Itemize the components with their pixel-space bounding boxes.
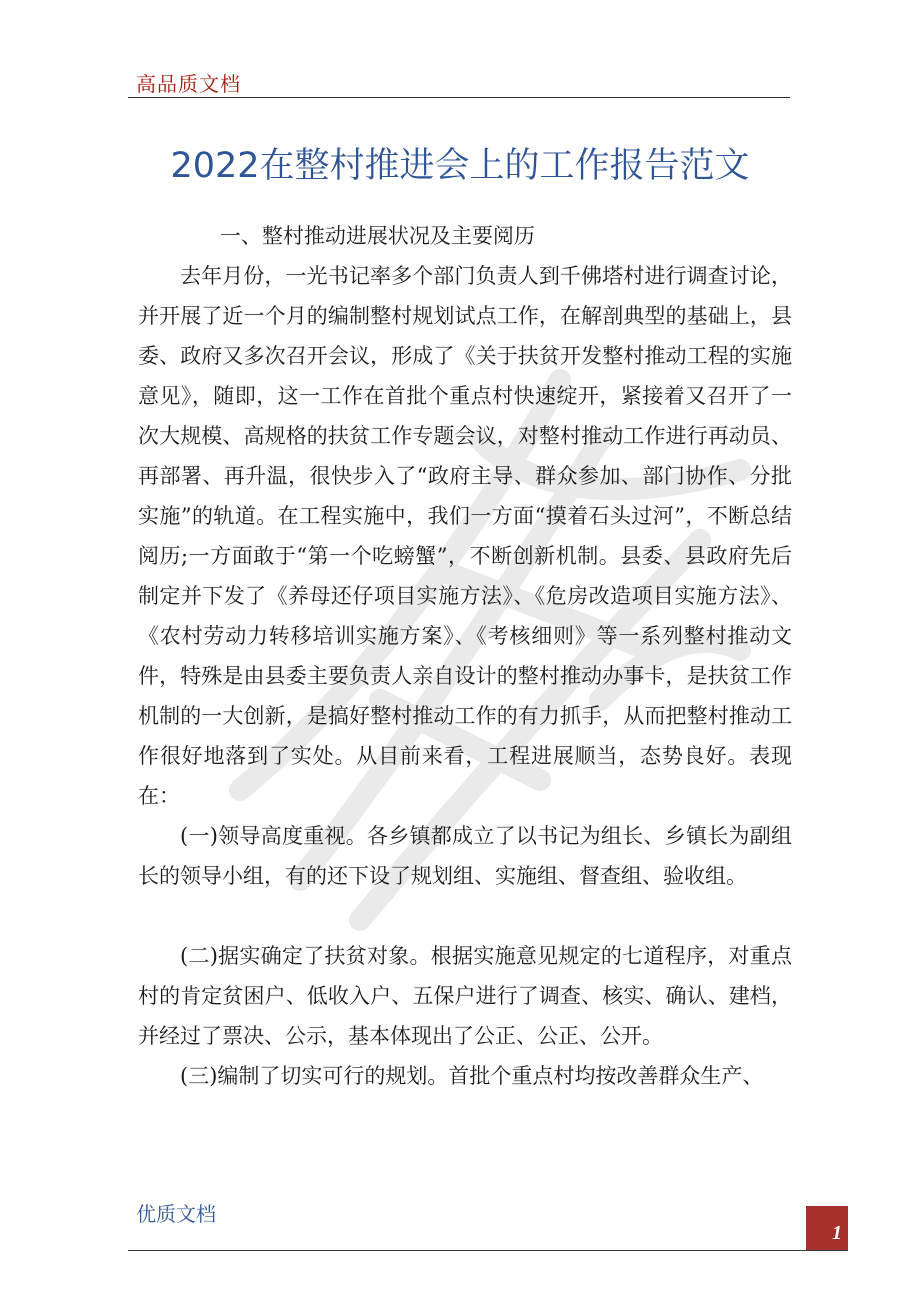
header-divider <box>128 97 790 98</box>
paragraph: (一)领导高度重视。各乡镇都成立了以书记为组长、乡镇长为副组长的领导小组，有的还下设了规划组、实施组、督查组、验收组。 <box>138 824 792 888</box>
document-title: 2022在整村推进会上的工作报告范文 <box>170 146 750 186</box>
paragraph: (三)编制了切实可行的规划。首批个重点村均按改善群众生产、 <box>180 1064 764 1088</box>
paragraph: (二)据实确定了扶贫对象。根据实施意见规定的七道程序，对重点村的肯定贫困户、低收入户、五保户进行了调查、核实、确认、建档，并经过了票决、公示，基本体现出了公正、公正、公开。 <box>138 944 792 1048</box>
footer-divider <box>128 1250 848 1251</box>
section-heading: 一、整村推动进展状况及主要阅历 <box>219 224 535 248</box>
paragraph: 去年月份，一光书记率多个部门负责人到千佛塔村进行调查讨论，并开展了近一个月的编制整村规划试点工作，在解剖典型的基础上，县委、政府又多次召开会议，形成了《关于扶贫开发整村推动工程的实施意见》，随即，这一工作在首批个重点村快速绽开，紧接着又召开了一次大规模、高规格的扶贫工作专题会议，对整村推动工作进行再动员、再部署、再升温，很快步入了“政府主导、群众参加、部门协作、分批实施”的轨道。在工程实施中，我们一方面“摸着石头过河”，不断总结阅历;一方面敢于“第一个吃螃蟹”，不断创新机制。县委、县政府先后制定并下发了《养母还仔项目实施方法》、《危房改造项目实施方法》、《农村劳动力转移培训实施方案》、《考核细则》等一系列整村推动文件，特殊是由县委主要负责人亲自设计的整村推动办事卡，是扶贫工作机制的一大创新，是搞好整村推动工作的有力抓手，从而把整村推动工作很好地落到了实处。从目前来看，工程进展顺当，态势良好。表现在： <box>138 264 792 808</box>
page-number-badge: 1 <box>806 1206 848 1250</box>
header-label: 高品质文档 <box>136 72 241 96</box>
document-body <box>138 216 792 1096</box>
footer-label: 优质文档 <box>136 1202 216 1226</box>
